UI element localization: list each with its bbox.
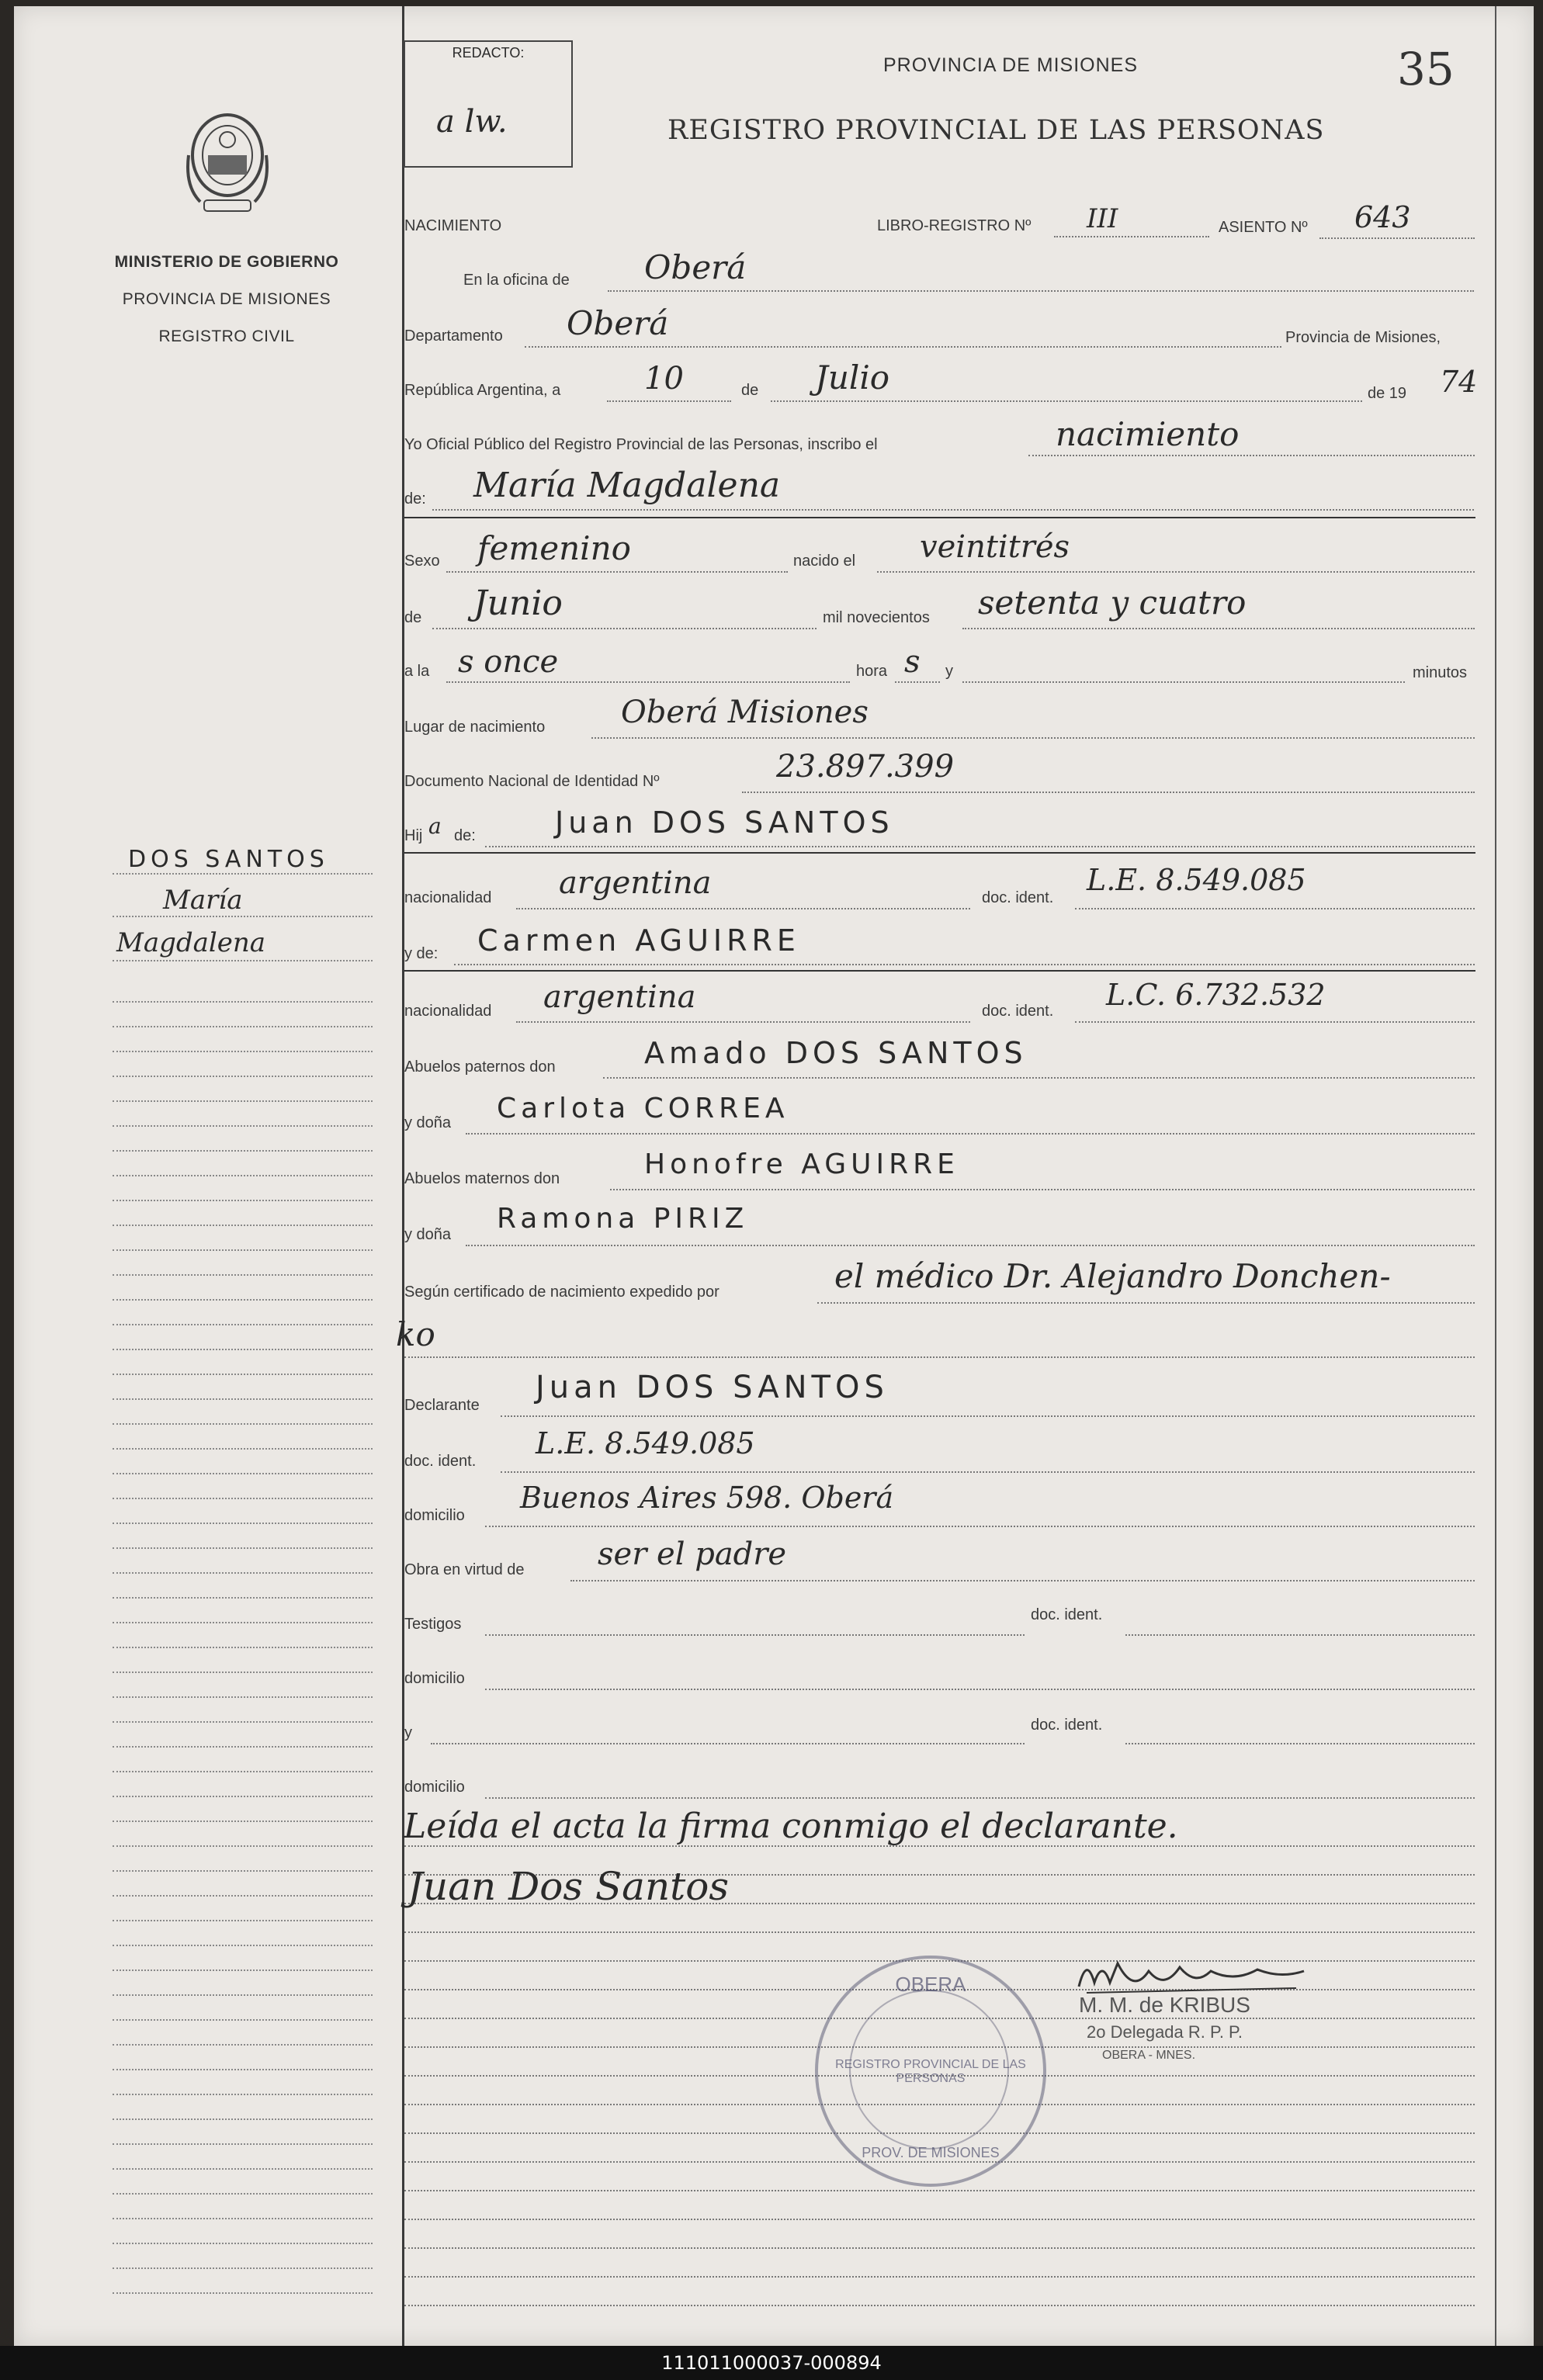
padre-value: Juan DOS SANTOS (555, 805, 894, 840)
field-line (516, 908, 970, 909)
official-name: M. M. de KRIBUS (1079, 1993, 1250, 2017)
domicilio-value: Buenos Aires 598. Oberá (520, 1481, 894, 1515)
field-line (608, 290, 1474, 292)
de2-label: de (404, 609, 422, 626)
yo-oficial-label: Yo Oficial Público del Registro Provincial de las Personas, inscribo el (404, 436, 878, 453)
body-line (404, 2276, 1475, 2278)
de-nombre-label: de: (404, 490, 426, 508)
margin-line (113, 1125, 373, 1127)
field-line (485, 846, 1475, 847)
field-line (446, 571, 788, 573)
margin-line (113, 873, 373, 875)
hijo-label: Hij (404, 827, 423, 844)
a-la-value: s once (458, 644, 559, 680)
hora-label: hora (856, 663, 888, 680)
official-place: OBERA - MNES. (1102, 2049, 1196, 2062)
margin-line (113, 1374, 373, 1375)
page-edge (1495, 6, 1496, 2346)
margin-line (113, 1299, 373, 1301)
field-line (431, 1743, 1025, 1744)
docid1-label: doc. ident. (982, 889, 1054, 906)
docid3-label: doc. ident. (404, 1453, 477, 1470)
margin-line (113, 1721, 373, 1723)
margin-line (113, 2118, 373, 2120)
field-line (962, 681, 1405, 683)
field-line (1125, 1743, 1475, 1744)
margin-line (113, 2094, 373, 2095)
ydona2-label: y doña (404, 1226, 452, 1243)
field-line (432, 628, 817, 629)
field-line (485, 1634, 1025, 1636)
y2-label: y (404, 1724, 412, 1741)
section-rule (404, 852, 1475, 854)
margin-line (113, 960, 373, 961)
field-line (432, 509, 1474, 511)
abmat-label: Abuelos maternos don (404, 1170, 560, 1187)
margin-line (113, 1001, 373, 1003)
body-line (404, 2190, 1475, 2191)
province-label: PROVINCIA DE MISIONES (122, 290, 331, 308)
margin-line (113, 1448, 373, 1450)
field-line (516, 1021, 970, 1023)
margin-line (113, 1870, 373, 1872)
margin-line (113, 2193, 373, 2195)
nombre-value: María Magdalena (473, 466, 781, 505)
redacto-value: a lw. (436, 104, 508, 140)
oficina-label: En la oficina de (463, 272, 570, 289)
margin-line (113, 1423, 373, 1425)
body-line (404, 2247, 1475, 2249)
margin-line (113, 1771, 373, 1772)
mil-label: mil novecientos (823, 609, 930, 626)
sexo-label: Sexo (404, 553, 440, 570)
margin-line (113, 2267, 373, 2269)
redacto-box (404, 40, 573, 168)
declarante-label: Declarante (404, 1397, 480, 1414)
field-line (817, 1302, 1475, 1304)
margin-line (113, 2019, 373, 2021)
margin-line (113, 916, 373, 917)
field-line (525, 346, 1281, 348)
minutos-label: minutos (1413, 664, 1468, 681)
margin-line (113, 1746, 373, 1748)
margin-line (113, 1945, 373, 1946)
redacto-label: REDACTO: (452, 45, 525, 61)
margin-line (113, 1398, 373, 1400)
field-line (501, 1415, 1475, 1417)
seal-bottom-text: PROV. DE MISIONES (862, 2145, 1000, 2160)
field-line (446, 681, 850, 683)
margin-name-2: Magdalena (116, 927, 266, 958)
segun-label: Según certificado de nacimiento expedido por (404, 1284, 719, 1301)
margin-line (113, 1200, 373, 1201)
margin-line (113, 1994, 373, 1996)
margin-line (113, 1845, 373, 1847)
margin-name-1: María (163, 885, 243, 916)
margin-line (113, 1622, 373, 1623)
margin-line (113, 1349, 373, 1350)
nac1-label: nacionalidad (404, 889, 492, 906)
asiento-label: ASIENTO Nº (1219, 219, 1308, 236)
ydona1-label: y doña (404, 1114, 452, 1131)
oficina-value: Oberá (644, 248, 747, 286)
margin-line (113, 1597, 373, 1599)
margin-line (113, 1100, 373, 1102)
margin-line (113, 2143, 373, 2145)
margin-line (113, 1473, 373, 1474)
field-line (877, 571, 1475, 573)
margin-line (113, 1969, 373, 1971)
libro-value: III (1087, 203, 1118, 234)
margin-line (113, 1324, 373, 1325)
domicilio3-label: domicilio (404, 1779, 465, 1796)
margin-surname: DOS SANTOS (128, 846, 329, 873)
mes-value: Julio (815, 359, 890, 397)
seal-top-text: OBERA (895, 1973, 966, 1996)
margin-line (113, 1547, 373, 1549)
margin-line (113, 2292, 373, 2294)
field-line (607, 400, 731, 402)
nacimiento-label: NACIMIENTO (404, 217, 502, 234)
field-line (501, 1471, 1475, 1473)
anio-value: 74 (1440, 365, 1478, 399)
republica-label: República Argentina, a (404, 382, 561, 399)
departamento-value: Oberá (567, 304, 669, 342)
margin-line (113, 1175, 373, 1176)
dni-value: 23.897.399 (776, 749, 955, 785)
body-line (404, 2219, 1475, 2220)
field-line (742, 792, 1475, 793)
header-province: PROVINCIA DE MISIONES (883, 54, 1139, 76)
margin-line (113, 2044, 373, 2046)
leida-text: Leída el acta la firma conmigo el declarante. (404, 1807, 1178, 1846)
abpat-label: Abuelos paternos don (404, 1058, 556, 1076)
docid4-label: doc. ident. (1031, 1606, 1103, 1623)
field-line (1054, 236, 1209, 237)
field-line (895, 681, 940, 683)
field-line (610, 1189, 1475, 1190)
margin-line (113, 1225, 373, 1226)
field-line (466, 1133, 1475, 1135)
nacido-label: nacido el (793, 553, 856, 570)
field-line (1028, 455, 1475, 456)
margin-line (113, 1821, 373, 1822)
abpat-value: Amado DOS SANTOS (644, 1036, 1028, 1070)
hora-value: s (904, 644, 921, 680)
declarant-signature: Juan Dos Santos (407, 1864, 730, 1909)
document-id-footer: 111011000037-000894 (0, 2346, 1543, 2380)
field-line (404, 1356, 1475, 1358)
official-title: 2o Delegada R. P. P. (1087, 2022, 1243, 2042)
margin-line (113, 1647, 373, 1648)
field-line (1125, 1634, 1475, 1636)
margin-line (113, 2069, 373, 2070)
margin-line (113, 1051, 373, 1052)
field-line (1319, 237, 1475, 239)
asiento-value: 643 (1354, 200, 1411, 234)
registry-seal (815, 1956, 1046, 2187)
segun-value: el médico Dr. Alejandro Donchen- (834, 1257, 1391, 1295)
field-line (591, 737, 1475, 739)
hijo-suffix: a (428, 813, 442, 839)
margin-line (113, 1672, 373, 1673)
dni-label: Documento Nacional de Identidad Nº (404, 773, 660, 790)
body-line (404, 1931, 1475, 1933)
margin-line (113, 1076, 373, 1077)
section-rule (404, 517, 1475, 518)
dia-value: 10 (644, 361, 684, 397)
field-line (1075, 908, 1475, 909)
segun-value-2: ko (396, 1315, 435, 1353)
margin-line (113, 2168, 373, 2170)
nac2-value: argentina (543, 979, 696, 1015)
section-rule (404, 970, 1475, 972)
provincial-crest-icon (185, 109, 270, 225)
margin-line (113, 1274, 373, 1276)
docid3-value: L.E. 8.549.085 (536, 1426, 755, 1460)
de-label: de (741, 382, 759, 399)
yde-label: y de: (404, 945, 439, 962)
lugar-label: Lugar de nacimiento (404, 719, 546, 736)
domicilio2-label: domicilio (404, 1670, 465, 1687)
a-la-label: a la (404, 663, 430, 680)
margin-line (113, 1920, 373, 1921)
docid2-value: L.C. 6.732.532 (1106, 978, 1326, 1012)
margin-line (113, 1895, 373, 1897)
registry-label: REGISTRO CIVIL (158, 327, 295, 345)
field-line (603, 1077, 1475, 1079)
declarante-value: Juan DOS SANTOS (536, 1370, 889, 1405)
docid2-label: doc. ident. (982, 1003, 1054, 1020)
ydona2-value: Ramona PIRIZ (497, 1203, 749, 1235)
sexo-value: femenino (477, 529, 631, 567)
nac1-value: argentina (559, 865, 712, 901)
hijo-de-label: de: (454, 827, 476, 844)
margin-line (113, 2218, 373, 2219)
nac2-label: nacionalidad (404, 1003, 492, 1020)
margin-line (113, 1498, 373, 1499)
docid5-label: doc. ident. (1031, 1717, 1103, 1734)
y-label: y (945, 663, 953, 680)
provincia-suffix: Provincia de Misiones, (1285, 329, 1441, 346)
field-line (466, 1245, 1475, 1246)
mil-value: setenta y cuatro (978, 584, 1247, 622)
field-line (771, 400, 1362, 402)
abmat-value: Honofre AGUIRRE (644, 1148, 959, 1180)
obra-value: ser el padre (598, 1536, 787, 1572)
field-line (454, 964, 1475, 965)
madre-value: Carmen AGUIRRE (477, 923, 800, 958)
obra-label: Obra en virtud de (404, 1561, 525, 1578)
domicilio-label: domicilio (404, 1507, 465, 1524)
ministry-label: MINISTERIO DE GOBIERNO (114, 253, 339, 271)
seal-ring-text: REGISTRO PROVINCIAL DE LAS PERSONAS (835, 2058, 1026, 2085)
margin-line (113, 1796, 373, 1797)
header-registry: REGISTRO PROVINCIAL DE LAS PERSONAS (667, 115, 1325, 146)
field-line (570, 1580, 1475, 1581)
field-line (1075, 1021, 1475, 1023)
margin-line (113, 1150, 373, 1152)
de19-label: de 19 (1368, 385, 1407, 402)
margin-line (113, 2243, 373, 2244)
margin-line (113, 1249, 373, 1251)
inscribo-value: nacimiento (1056, 415, 1240, 453)
departamento-label: Departamento (404, 327, 503, 345)
page-number: 35 (1397, 43, 1455, 95)
margin-line (113, 1696, 373, 1698)
margin-line (113, 1523, 373, 1524)
body-line (404, 2305, 1475, 2306)
margin-line (113, 1572, 373, 1574)
lugar-value: Oberá Misiones (621, 695, 869, 730)
margin-line (113, 1026, 373, 1027)
ydona1-value: Carlota CORREA (497, 1093, 789, 1124)
testigos-label: Testigos (404, 1616, 462, 1633)
libro-label: LIBRO-REGISTRO Nº (877, 217, 1032, 234)
field-line (962, 628, 1475, 629)
field-line (485, 1689, 1475, 1690)
docid1-value: L.E. 8.549.085 (1087, 863, 1306, 897)
field-line (485, 1526, 1475, 1527)
field-line (485, 1797, 1475, 1799)
mes-nac-value: Junio (473, 584, 563, 623)
nacido-value: veintitrés (920, 529, 1070, 565)
